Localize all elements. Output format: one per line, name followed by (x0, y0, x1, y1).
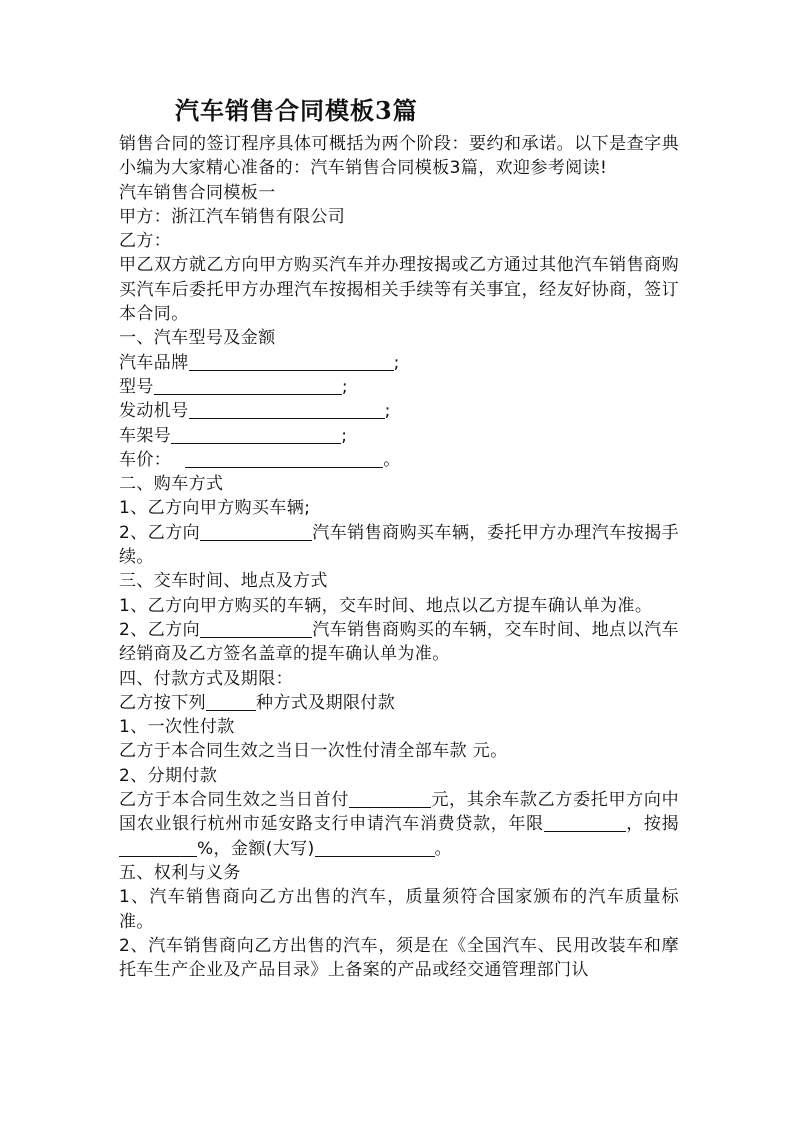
document-page (119, 96, 679, 982)
installment-text-b: 元，其余车款乙方委托甲方向中国农业银行杭州市延安路支行申请汽车消费贷款，年限 (119, 790, 680, 835)
dealer-blank-2 (200, 619, 312, 638)
clause-3-item-2 (119, 618, 679, 667)
payment-method-line (119, 691, 679, 715)
model-end: ; (341, 376, 348, 397)
price-label: 车价： (119, 449, 172, 470)
document-title: 汽车销售合同模板3篇 (175, 96, 418, 125)
installment-text-e: 。 (434, 838, 453, 859)
clause-3-item-2-end: 汽车销售商购买的车辆，交车时间、地点以汽车经销商及乙方签名盖章的提车确认单为准。 (119, 619, 679, 665)
installment-text-c: ，按揭 (625, 814, 680, 835)
installment-heading: 2、分期付款 (119, 765, 218, 786)
payment-method-start: 乙方按下列 (119, 692, 206, 713)
down-payment-blank (349, 789, 431, 808)
brand-label: 汽车品牌 (119, 352, 189, 373)
amount-blank (315, 838, 435, 857)
engine-end: ; (384, 401, 391, 422)
frame-blank (171, 425, 341, 444)
preamble-paragraph: 甲乙双方就乙方向甲方购买汽车并办理按揭或乙方通过其他汽车销售商购买汽车后委托甲方办理汽车按揭相关手续等有关事宜，经友好协商，签订本合同。 (119, 255, 679, 325)
clause-5-item-1: 1、汽车销售商向乙方出售的汽车，质量须符合国家颁布的汽车质量标准。 (119, 887, 679, 932)
brand-field-line (119, 351, 679, 375)
clause-5-heading: 五、权利与义务 (119, 862, 241, 883)
clause-2-item-1: 1、乙方向甲方购买车辆; (119, 498, 311, 519)
brand-end: ; (393, 352, 400, 373)
model-blank (154, 376, 342, 395)
engine-field-line (119, 399, 679, 423)
clause-4-heading: 四、付款方式及期限： (119, 668, 293, 689)
payment-method-end: 种方式及期限付款 (256, 692, 396, 713)
clause-3-item-1: 1、乙方向甲方购买的车辆，交车时间、地点以乙方提车确认单为准。 (119, 595, 653, 616)
price-end: 。 (383, 449, 401, 470)
frame-end: ; (341, 425, 348, 446)
clause-3-heading: 三、交车时间、地点及方式 (119, 571, 328, 592)
payment-method-blank (206, 692, 256, 711)
installment-text-d: %，金额(大写) (197, 838, 315, 859)
frame-field-line (119, 424, 679, 448)
lump-sum-text: 乙方于本合同生效之当日一次性付清全部车款 元。 (119, 741, 508, 762)
party-a-line: 甲方：浙江汽车销售有限公司 (119, 206, 346, 227)
clause-5-item-2: 2、汽车销售商向乙方出售的汽车，须是在《全国汽车、民用改装车和摩托车生产企业及产品目录》上备案的产品或经交通管理部门认 (119, 935, 679, 981)
model-label: 型号 (119, 376, 154, 397)
clause-3-item-2-start: 2、乙方向 (119, 619, 201, 640)
frame-label: 车架号 (119, 425, 172, 446)
clause-2-item-2-start: 2、乙方向 (119, 522, 201, 543)
intro-paragraph: 销售合同的签订程序具体可概括为两个阶段：要约和承诺。以下是查字典小编为大家精心准备的：汽车销售合同模板3篇，欢迎参考阅读! (119, 134, 679, 179)
engine-label: 发动机号 (119, 401, 189, 422)
price-field-line (119, 448, 679, 472)
clause-2-item-2 (119, 521, 679, 570)
engine-blank (189, 400, 385, 419)
installment-text-a: 乙方于本合同生效之当日首付 (119, 790, 350, 811)
clause-1-heading: 一、汽车型号及金额 (119, 328, 276, 349)
mortgage-rate-blank (119, 838, 197, 857)
model-field-line (119, 375, 679, 399)
price-blank (185, 449, 383, 468)
lump-sum-heading: 1、一次性付款 (119, 717, 235, 738)
term-blank (544, 813, 626, 832)
brand-blank (189, 352, 394, 371)
installment-text (119, 788, 679, 861)
clause-2-item-2-end: 汽车销售商购买车辆，委托甲方办理汽车按揭手续。 (119, 522, 679, 568)
dealer-blank-1 (200, 522, 312, 541)
section-heading: 汽车销售合同模板一 (119, 182, 276, 203)
clause-2-heading: 二、购车方式 (119, 474, 224, 495)
party-b-line: 乙方： (119, 231, 172, 252)
